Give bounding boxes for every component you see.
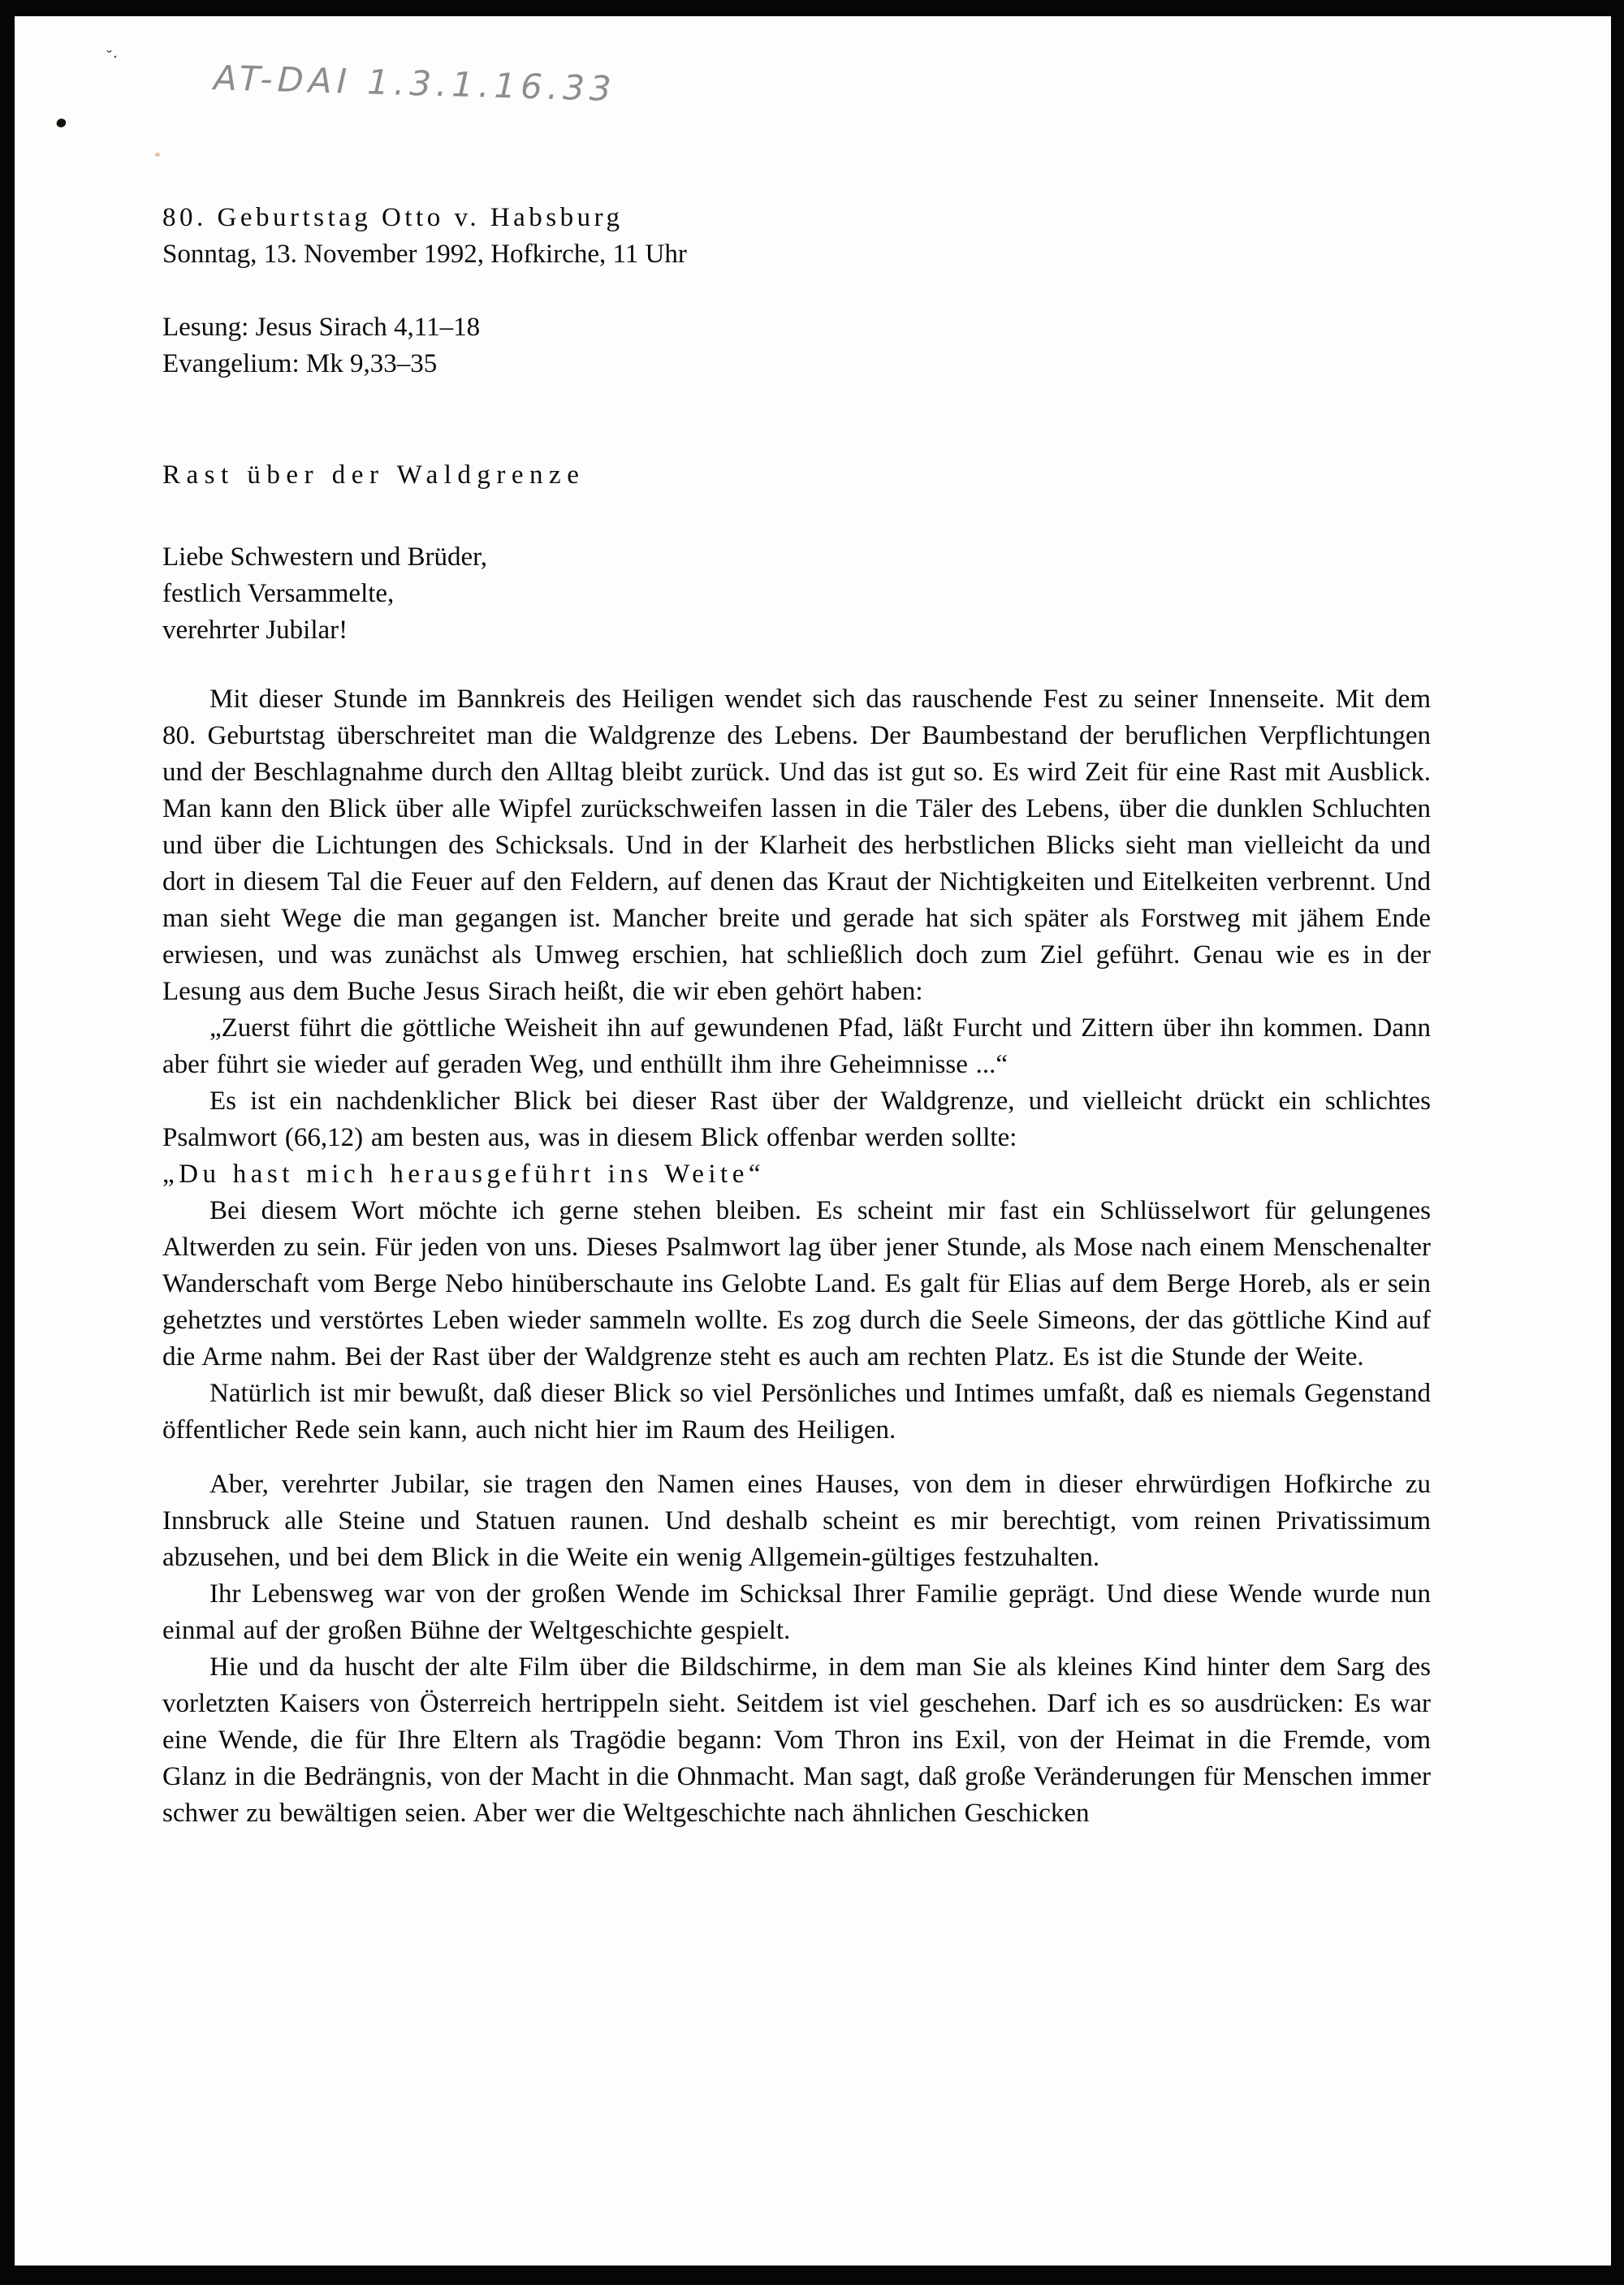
handwritten-archive-reference: AT-DAI 1.3.1.16.33 xyxy=(213,58,617,109)
ink-speck-dot xyxy=(55,117,67,129)
salutation-line: festlich Versammelte, xyxy=(162,579,395,608)
paragraph-sirach-quote: „Zuerst führt die göttliche Weisheit ihn auf gewundenen Pfad, läßt Furcht und Zittern über ihn kommen. Dann aber führt sie wieder auf geraden Weg, und enthüllt ihm ihre Geheimnisse ...“ xyxy=(162,1013,1431,1079)
ink-speck-small: ˘· xyxy=(106,49,118,66)
paragraph: Aber, verehrter Jubilar, sie tragen den Namen eines Hauses, von dem in dieser ehrwürdigen Hofkirche zu Innsbruck alle Steine und Statuen raunen. Und deshalb scheint es mir berechtigt, vom reinen Privatissimum abzusehen, und bei dem Blick in die Weite ein wenig Allgemein-gültiges festzuhalten. xyxy=(162,1470,1431,1572)
paragraph: Bei diesem Wort möchte ich gerne stehen bleiben. Es scheint mir fast ein Schlüsselwort für gelungenes Altwerden zu sein. Für jeden von uns. Dieses Psalmwort lag über jener Stunde, als Mose nach einem Menschenalter Wanderschaft vom Berge Nebo hinüberschaute ins Gelobte Land. Es galt für Elias auf dem Berge Horeb, als er sein gehetztes und verstörtes Leben wieder sammeln wollte. Es zog durch die Seele Simeons, der das göttliche Kind auf die Arme nahm. Bei der Rast über der Waldgrenze steht es auch am rechten Platz. Es ist die Stunde der Weite. xyxy=(162,1196,1431,1371)
ink-speck-faint xyxy=(155,153,160,157)
scripture-readings xyxy=(162,309,1431,382)
psalm-quote-centered: „Du hast mich herausgeführt ins Weite“ xyxy=(162,1160,765,1189)
paragraph: Es ist ein nachdenklicher Blick bei dieser Rast über der Waldgrenze, und vielleicht drückt ein schlichtes Psalmwort (66,12) am besten aus, was in diesem Blick offenbar werden sollte: xyxy=(162,1086,1431,1152)
document-page xyxy=(15,16,1611,2266)
paragraph: Mit dieser Stunde im Bannkreis des Heiligen wendet sich das rauschende Fest zu seiner Innenseite. Mit dem 80. Geburtstag überschreitet man die Waldgrenze des Lebens. Der Baumbestand der beruflichen Verpflichtungen und der Beschlagnahme durch den Alltag bleibt zurück. Und das ist gut so. Es wird Zeit für eine Rast mit Ausblick. Man kann den Blick über alle Wipfel zurückschweifen lassen in die Täler des Lebens, über die dunklen Schluchten und über die Lichtungen des Schicksals. Und in der Klarheit des herbstlichen Blicks sieht man vielleicht da und dort in diesem Tal die Feuer auf den Feldern, auf denen das Kraut der Nichtigkeiten und Eitelkeiten verbrennt. Und man sieht Wege die man gegangen ist. Mancher breite und gerade hat sich später als Forstweg mit jähem Ende erwiesen, und was zunächst als Umweg erschien, hat schließlich doch zum Ziel geführt. Genau wie es in der Lesung aus dem Buche Jesus Sirach heißt, die wir eben gehört haben: xyxy=(162,685,1431,1006)
paragraph: Hie und da huscht der alte Film über die Bildschirme, in dem man Sie als kleines Kind hinter dem Sarg des vorletzten Kaisers von Österreich hertrippeln sieht. Seitdem ist viel geschehen. Darf ich es so ausdrücken: Es war eine Wende, die für Ihre Eltern als Tragödie begann: Vom Thron ins Exil, von der Heimat in die Fremde, vom Glanz in die Bedrängnis, von der Macht in die Ohnmacht. Man sagt, daß große Veränderungen für Menschen immer schwer zu bewältigen seien. Aber wer die Weltgeschichte nach ähnlichen Geschicken xyxy=(162,1652,1431,1828)
document-content xyxy=(162,16,1431,1832)
sermon-body xyxy=(162,681,1431,1832)
header-date-place: Sonntag, 13. November 1992, Hofkirche, 11 Uhr xyxy=(162,240,687,269)
reading-evangelium: Evangelium: Mk 9,33–35 xyxy=(162,349,438,378)
sermon-title: Rast über der Waldgrenze xyxy=(162,460,585,490)
paragraph: Natürlich ist mir bewußt, daß dieser Blick so viel Persönliches und Intimes umfaßt, daß es niemals Gegenstand öffentlicher Rede sein kann, auch nicht hier im Raum des Heiligen. xyxy=(162,1379,1431,1445)
document-header xyxy=(162,200,1431,273)
paragraph: Ihr Lebensweg war von der großen Wende im Schicksal Ihrer Familie geprägt. Und diese Wende wurde nun einmal auf der großen Bühne der Weltgeschichte gespielt. xyxy=(162,1579,1431,1645)
salutation-line: verehrter Jubilar! xyxy=(162,616,348,645)
salutation-line: Liebe Schwestern und Brüder, xyxy=(162,542,488,572)
header-occasion: 80. Geburtstag Otto v. Habsburg xyxy=(162,203,624,232)
reading-lesung: Lesung: Jesus Sirach 4,11–18 xyxy=(162,313,481,342)
salutation xyxy=(162,539,1431,649)
